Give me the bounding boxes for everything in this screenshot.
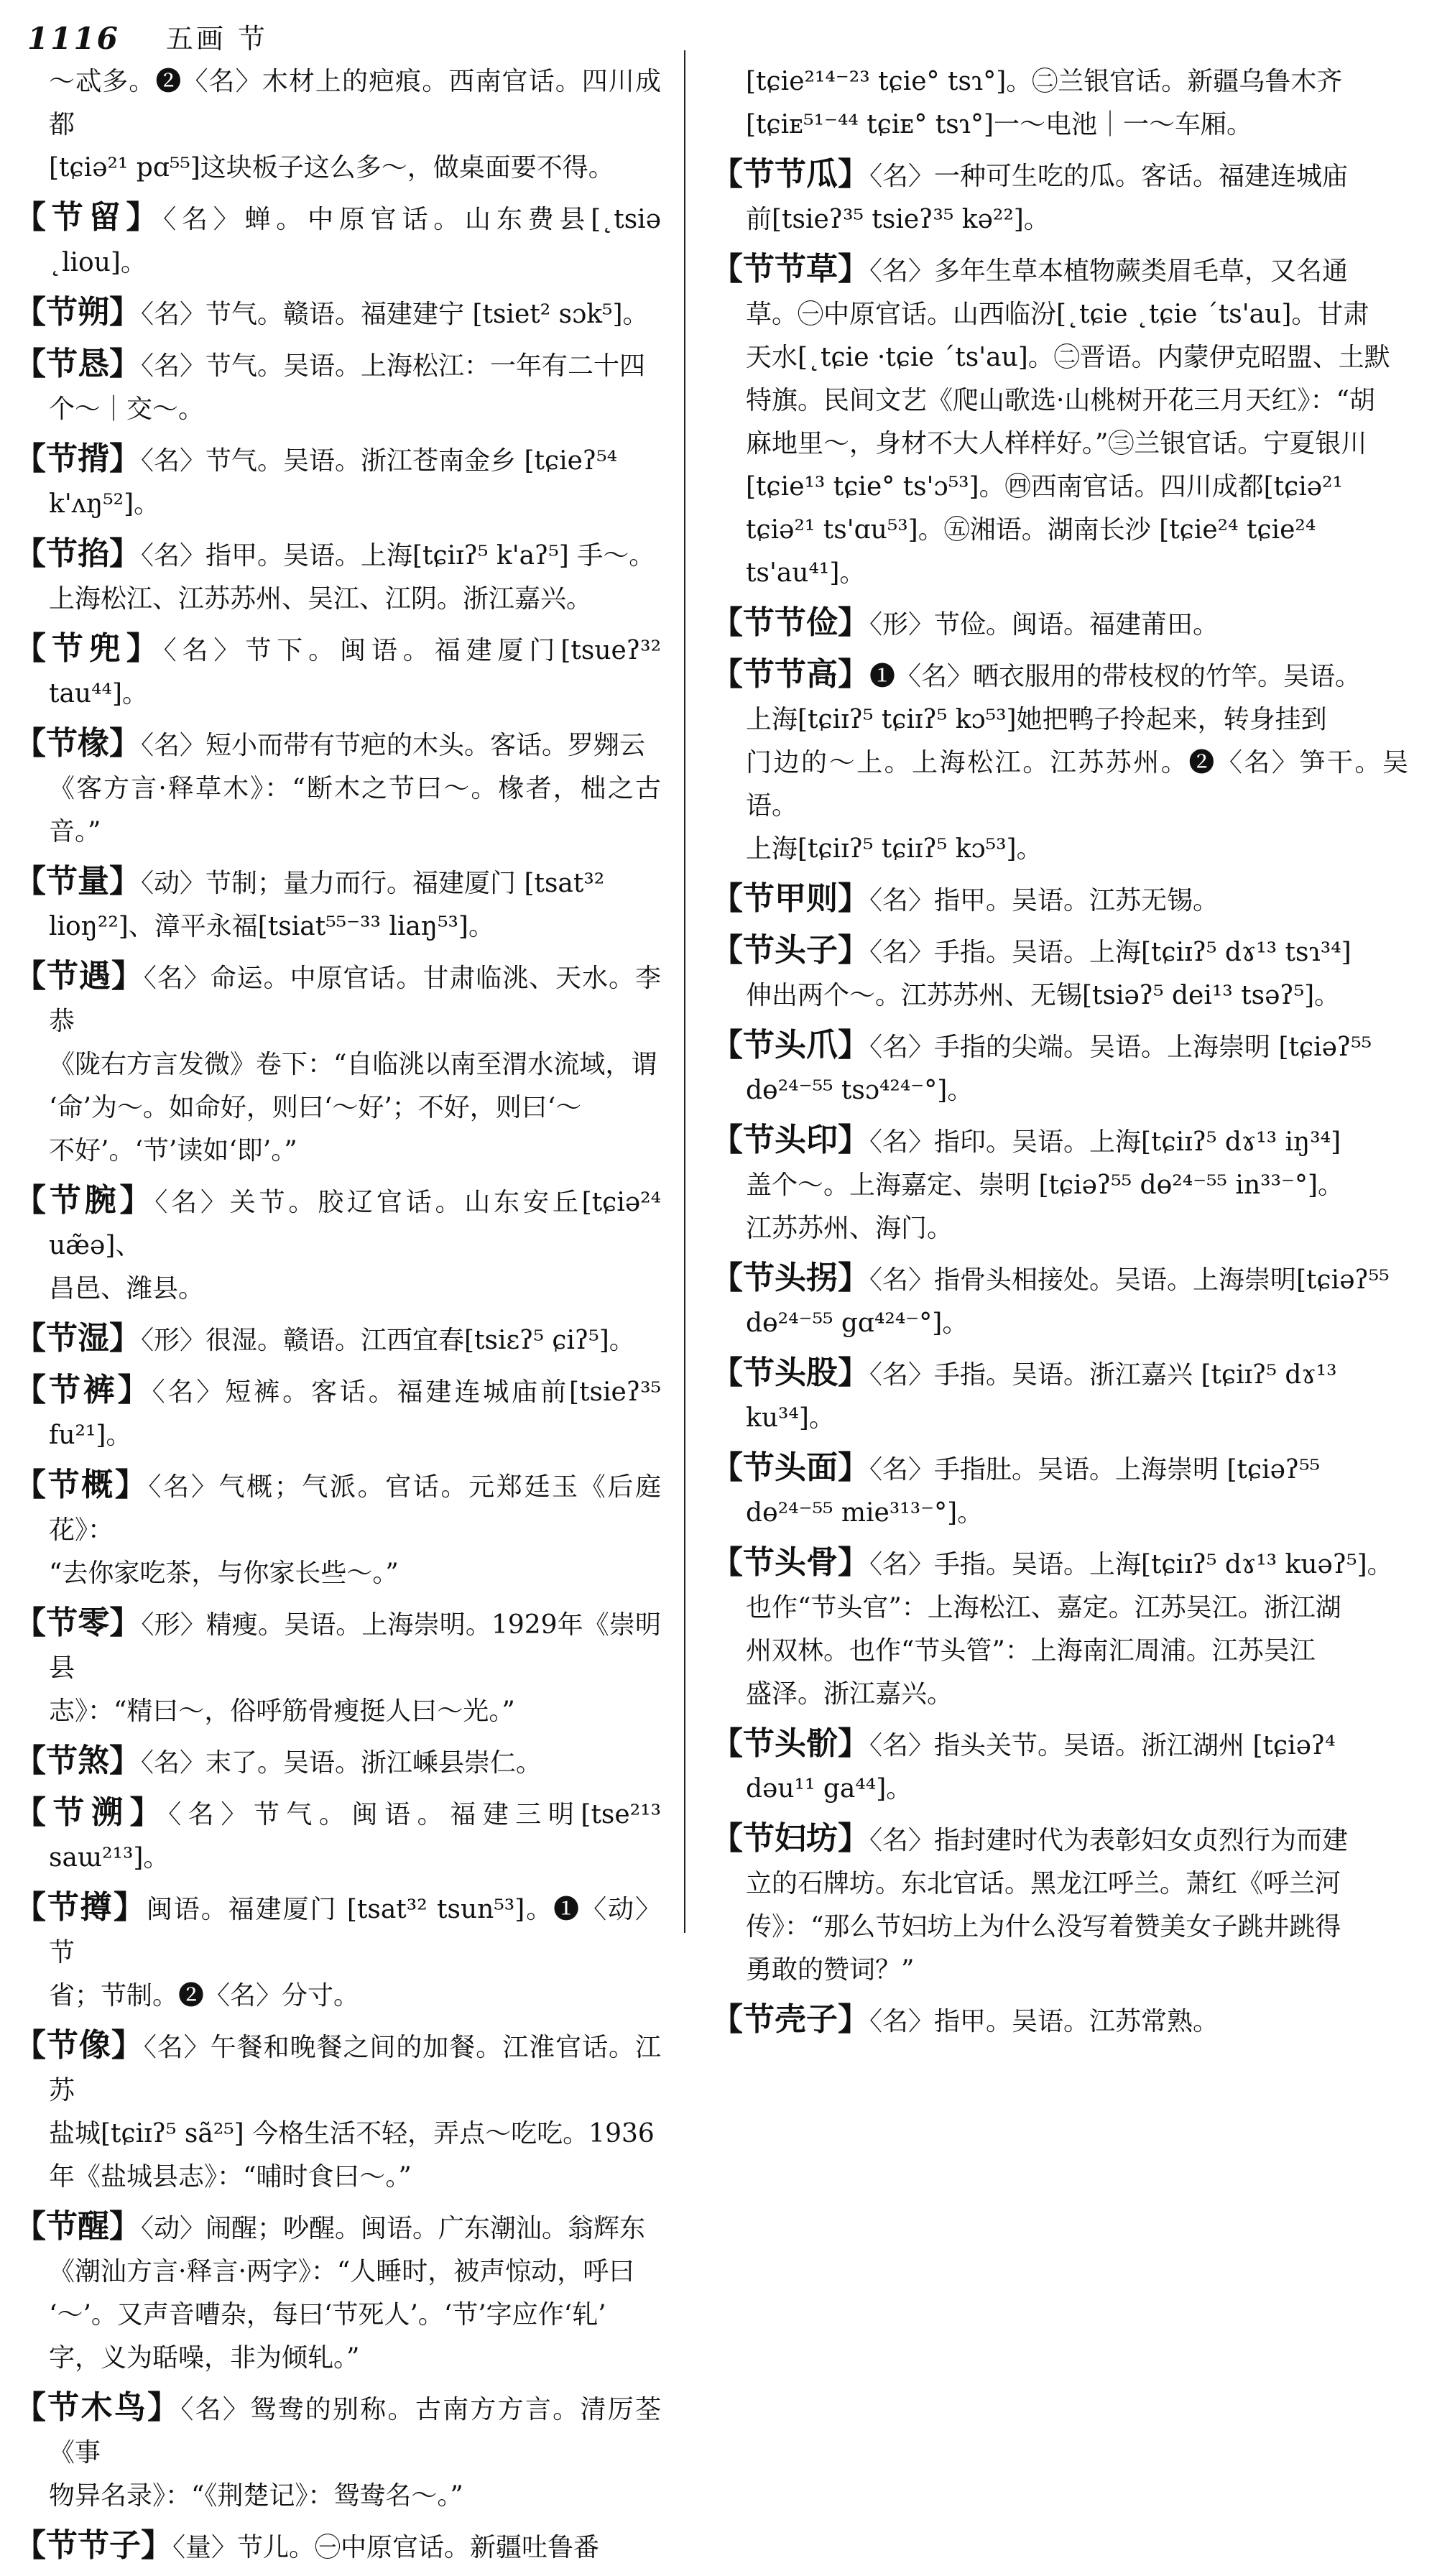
dictionary-entry bbox=[14, 1179, 661, 1311]
entry-headword: 【节头骨】 bbox=[711, 1544, 869, 1581]
dictionary-entry bbox=[14, 1317, 661, 1362]
dictionary-entry bbox=[14, 2205, 661, 2380]
entry-definition: 〈名〉关节。胶辽官话。山东安丘[tɕiə²⁴ uæ̃ə]、 昌邑、潍县。 bbox=[49, 1188, 662, 1303]
entry-headword: 【节头拐】 bbox=[711, 1260, 869, 1296]
entry-headword: 【节头股】 bbox=[711, 1354, 869, 1391]
entry-definition: 〈名〉指封建时代为表彰妇女贞烈行为而建 立的石牌坊。东北官话。黑龙江呼兰。萧红《呼兰河 传》：“那么节妇坊上为什么没写着赞美女子跳井跳得 勇敢的赞词？” bbox=[746, 1826, 1349, 1985]
entry-headword: 【节恳】 bbox=[14, 346, 141, 382]
dictionary-entry bbox=[711, 1119, 1408, 1250]
entry-definition: 〈名〉蝉。中原官话。山东费县[˛tsiə ˛liou]。 bbox=[49, 205, 661, 277]
entry-headword: 【节掐】 bbox=[14, 535, 141, 572]
entry-definition: 〈名〉指甲。吴语。江苏常熟。 bbox=[869, 2007, 1219, 2036]
dictionary-entry bbox=[711, 1024, 1408, 1112]
dictionary-entry bbox=[711, 1257, 1408, 1345]
dictionary-entry bbox=[711, 1541, 1408, 1716]
entry-headword: 【节零】 bbox=[14, 1605, 142, 1641]
entry-definition: 〈名〉手指。吴语。上海[tɕiɪʔ⁵ dɤ¹³ kuəʔ⁵]。 也作“节头官”：上海松江、嘉定。江苏吴江。浙江湖 州双林。也作“节头管”：上海南汇周浦。江苏吴江 盛泽。浙江嘉兴。 bbox=[746, 1550, 1393, 1709]
entry-definition: 〈动〉节制；量力而行。福建厦门 [tsat³² lioŋ²²]、漳平永福[tsiat⁵⁵⁻³³ liaŋ⁵³]。 bbox=[49, 869, 605, 941]
entry-headword: 【节甲则】 bbox=[711, 880, 869, 917]
dictionary-entry bbox=[14, 438, 661, 526]
entry-continuation bbox=[14, 60, 661, 190]
entry-headword: 【节揹】 bbox=[14, 440, 141, 477]
entry-definition: 闽语。福建厦门 [tsat³² tsun⁵³]。❶〈动〉节 省；节制。❷〈名〉分寸。 bbox=[49, 1895, 662, 2011]
entry-headword: 【节壳子】 bbox=[711, 2001, 869, 2038]
dictionary-entry bbox=[711, 1998, 1408, 2044]
dictionary-entry bbox=[711, 1817, 1408, 1992]
column-divider bbox=[684, 50, 685, 1933]
left-column bbox=[14, 60, 661, 2576]
entry-headword: 【节煞】 bbox=[14, 1742, 141, 1779]
entry-definition: 〈名〉节气。闽语。福建三明[tse²¹³ saɯ²¹³]。 bbox=[49, 1800, 661, 1873]
entry-headword: 【节湿】 bbox=[14, 1320, 141, 1357]
entry-headword: 【节头爪】 bbox=[711, 1027, 869, 1063]
entry-headword: 【节节草】 bbox=[711, 251, 869, 287]
entry-definition: ～忒多。❷〈名〉木材上的疤痕。西南官话。四川成都 [tɕiə²¹ pɑ⁵⁵]这块板子这么多～，做桌面要不得。 bbox=[49, 67, 661, 183]
entry-definition: 〈名〉指甲。吴语。上海[tɕiɪʔ⁵ k'aʔ⁵] 手～。 上海松江、江苏苏州、吴江、江阴。浙江嘉兴。 bbox=[49, 541, 655, 614]
entry-definition: 〈量〉节儿。㊀中原官话。新疆吐鲁番 bbox=[172, 2533, 600, 2562]
dictionary-entry bbox=[14, 1791, 661, 1880]
entry-definition: 〈形〉节俭。闽语。福建莆田。 bbox=[869, 610, 1219, 640]
dictionary-entry bbox=[711, 1722, 1408, 1811]
entry-definition: 〈名〉节气。吴语。上海松江：一年有二十四 个～｜交～。 bbox=[49, 351, 646, 424]
entry-headword: 【节腕】 bbox=[14, 1182, 155, 1219]
entry-headword: 【节头面】 bbox=[711, 1449, 869, 1486]
entry-headword: 【节概】 bbox=[14, 1467, 149, 1503]
dictionary-entry bbox=[14, 343, 661, 431]
dictionary-entry bbox=[711, 1352, 1408, 1440]
dictionary-entry bbox=[14, 2386, 661, 2518]
dictionary-entry bbox=[711, 653, 1408, 871]
entry-definition: 〈名〉短裤。客话。福建连城庙前[tsieʔ³⁵ fu²¹]。 bbox=[49, 1377, 661, 1450]
entry-definition: 〈名〉手指。吴语。浙江嘉兴 [tɕiɪʔ⁵ dɤ¹³ ku³⁴]。 bbox=[746, 1360, 1337, 1433]
dictionary-entry bbox=[14, 291, 661, 336]
entry-definition: 〈名〉指骨头相接处。吴语。上海崇明[tɕiəʔ⁵⁵ dɵ²⁴⁻⁵⁵ gɑ⁴²⁴⁻°]。 bbox=[746, 1265, 1390, 1338]
dictionary-entry bbox=[14, 1602, 661, 1733]
entry-headword: 【节节瓜】 bbox=[711, 156, 869, 193]
dictionary-entry bbox=[711, 1446, 1408, 1535]
dictionary-entry bbox=[711, 877, 1408, 923]
entry-definition: 〈动〉闹醒；吵醒。闽语。广东潮汕。翁辉东 《潮汕方言·释言·两字》：“人睡时，被声惊动，呼曰 ‘～’。又声音嘈杂，每曰‘节死人’。‘节’字应作‘轧’ 字，义为聒噪，非为倾轧。” bbox=[49, 2214, 646, 2373]
entry-definition: 〈名〉一种可生吃的瓜。客话。福建连城庙 前[tsieʔ³⁵ tsieʔ³⁵ kə²²]。 bbox=[746, 162, 1349, 234]
entry-definition: 〈名〉节气。吴语。浙江苍南金乡 [tɕieʔ⁵⁴ k'ʌŋ⁵²]。 bbox=[49, 446, 618, 519]
entry-headword: 【节撙】 bbox=[14, 1889, 147, 1926]
entry-headword: 【节像】 bbox=[14, 2027, 144, 2064]
dictionary-entry bbox=[711, 601, 1408, 647]
entry-definition: 〈名〉节下。闽语。福建厦门[tsueʔ³² tau⁴⁴]。 bbox=[49, 636, 661, 708]
entry-headword: 【节裤】 bbox=[14, 1372, 152, 1408]
entry-headword: 【节节子】 bbox=[14, 2527, 172, 2564]
running-title: 五画 节 bbox=[165, 23, 268, 55]
entry-headword: 【节遇】 bbox=[14, 958, 144, 994]
entry-continuation bbox=[711, 60, 1408, 147]
dictionary-entry bbox=[14, 1464, 661, 1595]
entry-definition: 〈形〉很湿。赣语。江西宜春[tsiɛʔ⁵ ɕiʔ⁵]。 bbox=[141, 1326, 635, 1355]
entry-headword: 【节溯】 bbox=[14, 1794, 169, 1831]
entry-definition: [tɕie²¹⁴⁻²³ tɕie° tsɿ°]。㊁兰银官话。新疆乌鲁木齐 [tɕiᴇ⁵¹⁻⁴⁴ tɕiᴇ° tsɿ°]一～电池｜一～车厢。 bbox=[746, 67, 1343, 139]
entry-headword: 【节量】 bbox=[14, 863, 141, 900]
page-header bbox=[27, 10, 268, 56]
dictionary-entry bbox=[14, 1369, 661, 1457]
dictionary-entry bbox=[14, 860, 661, 948]
dictionary-entry bbox=[711, 929, 1408, 1017]
dictionary-entry bbox=[711, 153, 1408, 241]
dictionary-entry bbox=[14, 196, 661, 285]
dictionary-entry bbox=[14, 722, 661, 854]
entry-definition: 〈名〉指头关节。吴语。浙江湖州 [tɕiəʔ⁴ dəu¹¹ ga⁴⁴]。 bbox=[746, 1731, 1336, 1804]
entry-headword: 【节木鸟】 bbox=[14, 2389, 181, 2426]
entry-definition: 〈名〉手指的尖端。吴语。上海崇明 [tɕiəʔ⁵⁵ dɵ²⁴⁻⁵⁵ tsɔ⁴²⁴⁻°]。 bbox=[746, 1033, 1372, 1105]
entry-headword: 【节妇坊】 bbox=[711, 1820, 869, 1857]
entry-definition: 〈名〉短小而带有节疤的木头。客话。罗翙云 《客方言·释草木》：“断木之节曰～。椽者，柮之古音。” bbox=[49, 731, 661, 846]
dictionary-entry bbox=[14, 955, 661, 1173]
entry-definition: 〈名〉多年生草本植物蕨类眉毛草，又名通 草。㊀中原官话。山西临汾[˛tɕie ˛tɕie ˊts'au]。甘肃 天水[˛tɕie ·tɕie ˊts'au]。㊁晋语。内蒙伊克昭盟、土默 特旗。民间文艺《爬山歌选·山桃树开花三月天红》：“胡 麻地里～，身材不大人样样好。”㊂兰银官话。宁夏银川 [tɕie¹³ tɕie° ts'ɔ⁵³]。㊃西南官话。四川成都[tɕiə²¹ tɕiə²¹ ts'ɑu⁵³]。㊄湘语。湖南长沙 [tɕie²⁴ tɕie²⁴ ts'au⁴¹]。 bbox=[746, 257, 1390, 588]
dictionary-entry bbox=[14, 1740, 661, 1785]
entry-headword: 【节朔】 bbox=[14, 294, 141, 331]
entry-headword: 【节醒】 bbox=[14, 2208, 141, 2245]
entry-headword: 【节兜】 bbox=[14, 630, 164, 667]
dictionary-entry bbox=[711, 248, 1408, 595]
entry-headword: 【节节高】 bbox=[711, 656, 869, 693]
entry-headword: 【节头子】 bbox=[711, 932, 869, 969]
entry-definition: 〈形〉精瘦。吴语。上海崇明。1929年《崇明县 志》：“精曰～，俗呼筋骨瘦挺人曰～光。” bbox=[49, 1610, 661, 1726]
entry-headword: 【节留】 bbox=[14, 199, 164, 236]
entry-definition: 〈名〉指甲。吴语。江苏无锡。 bbox=[869, 886, 1219, 915]
entry-definition: 〈名〉命运。中原官话。甘肃临洮、天水。李恭 《陇右方言发微》卷下：“自临洮以南至渭水流域，谓 ‘命’为～。如命好，则曰‘～好’；不好，则曰‘～ 不好’。‘节’读如‘即’。” bbox=[49, 964, 661, 1165]
dictionary-entry bbox=[14, 627, 661, 716]
entry-definition: 〈名〉手指。吴语。上海[tɕiɪʔ⁵ dɤ¹³ tsɿ³⁴] 伸出两个～。江苏苏州、无锡[tsiəʔ⁵ dei¹³ tsəʔ⁵]。 bbox=[746, 938, 1351, 1010]
dictionary-entry bbox=[14, 2024, 661, 2199]
entry-definition: 〈名〉节气。赣语。福建建宁 [tsiet² sɔk⁵]。 bbox=[141, 300, 649, 329]
page-number: 1116 bbox=[27, 21, 120, 56]
entry-definition: 〈名〉末了。吴语。浙江嵊县崇仁。 bbox=[141, 1748, 542, 1778]
entry-definition: ❶〈名〉晒衣服用的带枝杈的竹竿。吴语。 上海[tɕiɪʔ⁵ tɕiɪʔ⁵ kɔ⁵³]她把鸭子拎起来，转身挂到 门边的～上。上海松江。江苏苏州。❷〈名〉笋干。吴语。 上海[tɕiɪʔ⁵ tɕiɪʔ⁵ kɔ⁵³]。 bbox=[746, 662, 1408, 864]
right-column bbox=[711, 60, 1408, 2050]
entry-definition: 〈名〉指印。吴语。上海[tɕiɪʔ⁵ dɤ¹³ iŋ³⁴] 盖个～。上海嘉定、崇明 [tɕiəʔ⁵⁵ dɵ²⁴⁻⁵⁵ in³³⁻°]。 江苏苏州、海门。 bbox=[746, 1127, 1344, 1243]
entry-headword: 【节头骱】 bbox=[711, 1725, 869, 1762]
dictionary-entry bbox=[14, 2524, 661, 2570]
entry-headword: 【节头印】 bbox=[711, 1122, 869, 1158]
entry-headword: 【节椽】 bbox=[14, 725, 141, 762]
entry-definition: 〈名〉午餐和晚餐之间的加餐。江淮官话。江苏 盐城[tɕiɪʔ⁵ sã²⁵] 今格生活不轻，弄点～吃吃。1936 年《盐城县志》：“晡时食曰～。” bbox=[49, 2033, 661, 2192]
entry-definition: 〈名〉鸳鸯的别称。古南方方言。清厉荃《事 物异名录》：“《荆楚记》：鸳鸯名～。” bbox=[49, 2395, 661, 2511]
dictionary-entry bbox=[14, 1886, 661, 2018]
entry-headword: 【节节俭】 bbox=[711, 604, 869, 641]
entry-definition: 〈名〉气概；气派。官话。元郑廷玉《后庭花》： “去你家吃茶，与你家长些～。” bbox=[49, 1472, 661, 1588]
dictionary-entry bbox=[14, 532, 661, 621]
entry-definition: 〈名〉手指肚。吴语。上海崇明 [tɕiəʔ⁵⁵ dɵ²⁴⁻⁵⁵ mie³¹³⁻°]。 bbox=[746, 1455, 1321, 1528]
